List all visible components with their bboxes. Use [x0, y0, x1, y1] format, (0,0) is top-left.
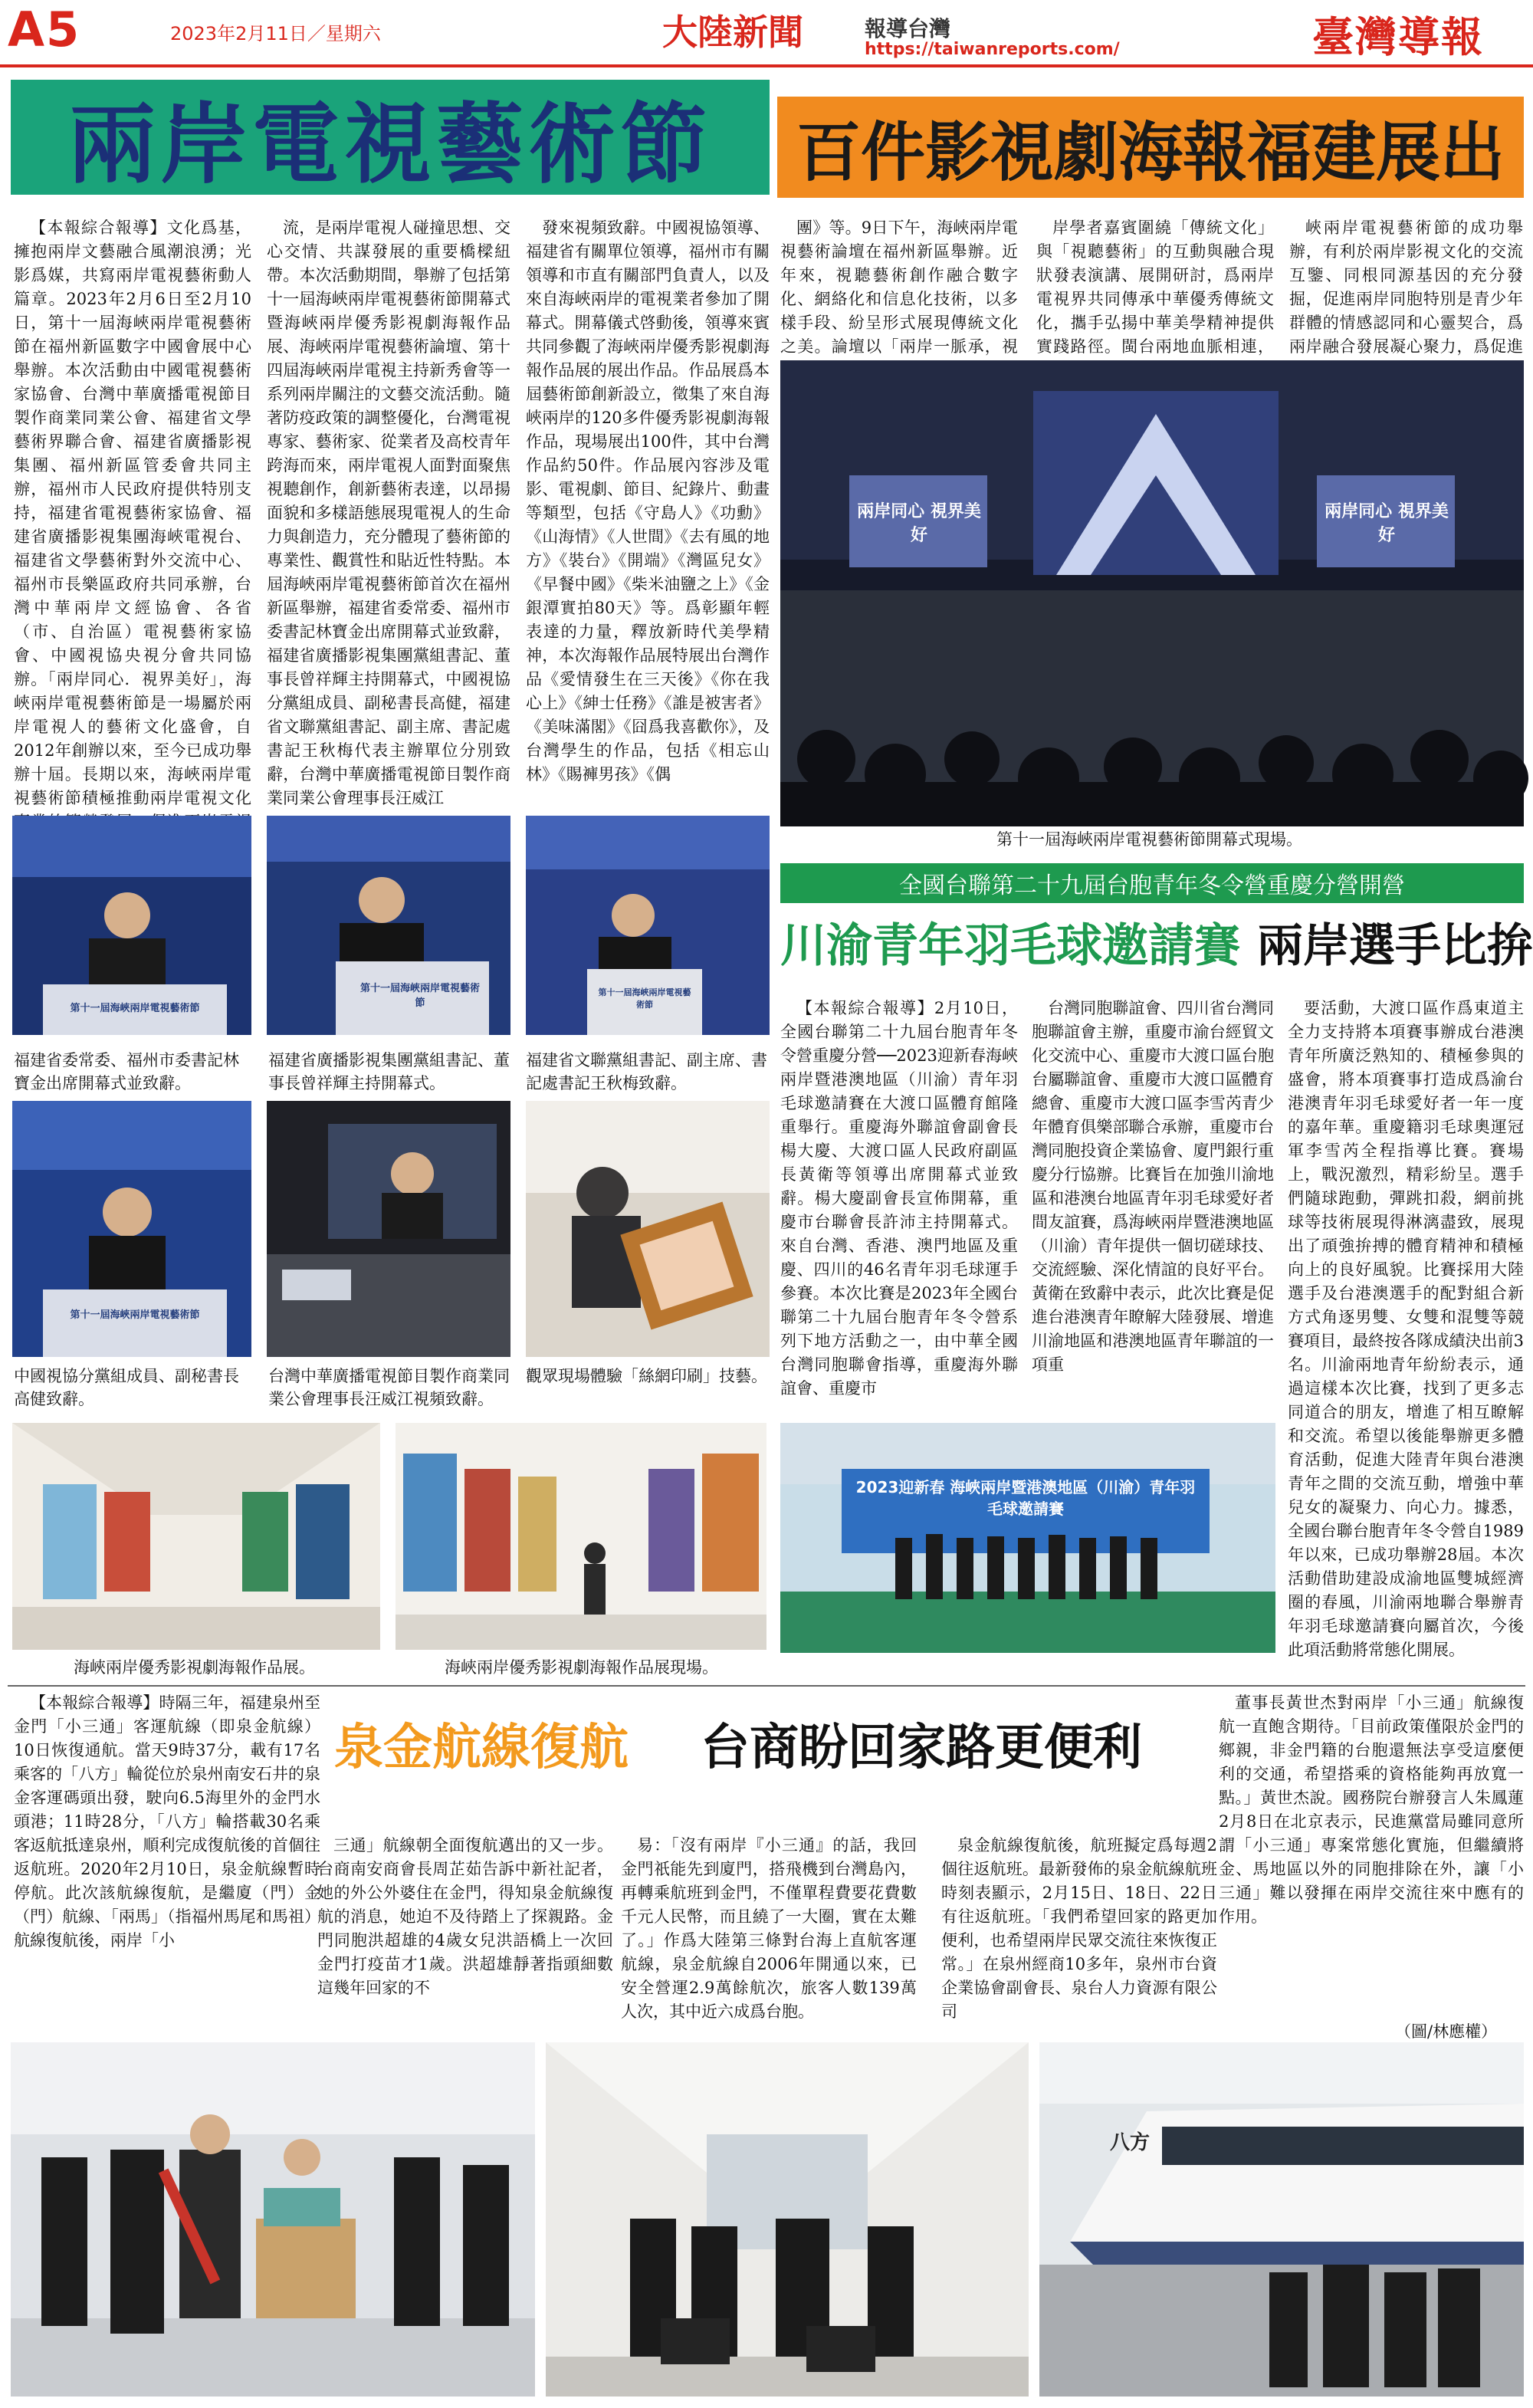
article-text: 台灣同胞聯誼會、四川省台灣同胞聯誼會主辦，重慶市渝台經貿文化交流中心、重慶市大渡口區台胞台屬聯誼會、重慶市大渡口區體育總會、重慶市大渡口區李雪芮青少年體育俱樂部聯合承辦，重慶市台灣同胞投資企業協會、廈門銀行重慶分行協辦。比賽旨在加強川渝地區和港澳台地區青年羽毛球愛好者間友誼賽，爲海峽兩岸暨港澳地區（川渝）青年提供一個切磋球技、交流經驗、深化情誼的良好平台。黃衛在致辭中表示，此次比賽是促進台港澳青年瞭解大陸發展、增進川渝地區和港澳地區青年聯誼的一項重	[1032, 999, 1274, 1374]
headline-poster-exhibition: 百件影視劇海報福建展出	[777, 97, 1524, 198]
ferry-col5	[1219, 1691, 1524, 2013]
section-title: 大陸新聞	[662, 11, 803, 53]
photo-exhibition-2	[396, 1423, 766, 1650]
caption-speaker-1: 福建省委常委、福州市委書記林寶金出席開幕式並致辭。	[14, 1051, 239, 1092]
section-divider	[8, 1685, 1525, 1687]
photo-ferry-boat	[1039, 2042, 1524, 2397]
photo-silk-screen	[526, 1101, 770, 1357]
badminton-headline-b: 兩岸選手比拚	[1257, 919, 1533, 973]
photo-speaker-1	[12, 816, 251, 1035]
caption-video-speech: 台灣中華廣播電視節目製作商業同業公會理事長汪威江視頻致辭。	[268, 1367, 510, 1408]
article-text: 三通」航線朝全面復航邁出的又一步。台商南安商會長周芷茹告訴中新社記者，她的外公外婆住在金門，得知泉金航線復航的消息，她迫不及待踏上了探親路。金門同胞洪超雄的4歲女兒洪語橋上一次回金門打疫苗才1歲。洪超雄靜著指頭細數這幾年回家的不	[317, 1836, 613, 1997]
photo-exhibition-1	[12, 1423, 380, 1650]
paper-logo: 臺灣導報	[1312, 12, 1484, 61]
paper-url[interactable]: https://taiwanreports.com/	[865, 40, 1120, 59]
badminton-col1	[780, 997, 1018, 1411]
badminton-headline-a: 川渝青年羽毛球邀請賽	[780, 919, 1240, 973]
tv-article-col1	[14, 216, 251, 814]
article-text: 岸學者嘉賓圍繞「傳統文化」與「視聽藝術」的互動與融合現狀發表演講、展開研討，爲兩岸電視界共同傳承中華優秀傳統文化，攜手弘揚中華美學精神提供實踐路徑。閩台兩地血脈相連，	[1036, 218, 1274, 356]
masthead	[0, 0, 1533, 71]
issue-date: 2023年2月11日／星期六	[170, 23, 381, 44]
badminton-banner-text: 2023迎新春 海峽兩岸暨港澳地區（川渝）青年羽毛球邀請賽	[855, 1478, 1196, 1518]
badminton-subhead: 全國台聯第二十九屆台胞青年冬令營重慶分營開營	[780, 863, 1524, 903]
ferry-headline-a: 泉金航線復航	[334, 1720, 629, 1776]
article-text: 【本報綜合報導】時隔三年，福建泉州至金門「小三通」客運航線（即泉金航線）10日恢復通航。當天9時37分，載有17名乘客的「八方」輪從位於泉州南安石井的泉金客運碼頭出發，駛向6.5海里外的金門水頭港；11時28分，「八方」輪搭載30名乘客返航抵達泉州，順利完成復航後的首個往返航班。2020年2月10日，泉金航線暫時停航。此次該航線復航，是繼廈（門）金（門）航線、「兩馬」（指福州馬尾和馬祖）航線復航後，兩岸「小	[14, 1693, 320, 1950]
photo-video-speech	[267, 1101, 510, 1357]
ferry-col1	[14, 1691, 320, 2090]
badminton-col3	[1288, 997, 1524, 1679]
badminton-col2	[1032, 997, 1274, 1411]
article-text: 團》等。9日下午，海峽兩岸電視藝術論壇在福州新區舉辦。近年來，視聽藝術創作融合數字化、網絡化和信息化技術，以多樣手段、紛呈形式展現傳統文化之美。論壇以「兩岸一脈承，視	[780, 218, 1018, 356]
article-text: 要活動，大渡口區作爲東道主全力支持將本項賽事辦成台港澳青年所廣泛熟知的、積極參與的盛會，將本項賽事打造成爲渝台港澳青年羽毛球愛好者一年一度的嘉年華。重慶籍羽毛球奧運冠軍李雪芮全程指導比賽。賽場上，戰況激烈，精彩紛呈。選手們隨球跑動，彈跳扣殺，網前挑球等技術展現得淋漓盡致，展現出了頑強拚搏的體育精神和積極向上的良好風貌。比賽採用大陸選手及台港澳選手的配對組合新方式角逐男雙、女雙和混雙等競賽項目，最終按各隊成績決出前3名。川渝兩地青年紛紛表示，通過這樣本次比賽，找到了更多志同道合的朋友，增進了相互瞭解和交流。希望以後能舉辦更多體育活動，促進大陸青年與台港澳青年之間的交流互動，增強中華兒女的凝聚力、向心力。據悉，全國台聯台胞青年冬令營自1989年以來，已成功舉辦28屆。本次活動借助建設成渝地區雙城經濟圈的春風，川渝兩地聯合舉辦青年羽毛球邀請賽向屬首次，今後此項活動將常態化開展。	[1288, 999, 1524, 1659]
podium-label: 第十一屆海峽兩岸電視藝術節	[359, 983, 480, 1009]
caption-exhibition-1: 海峽兩岸優秀影視劇海報作品展。	[74, 1658, 315, 1677]
photo-speaker-3	[526, 816, 770, 1035]
article-text: 峽兩岸電視藝術節的成功舉辦，有利於兩岸影視文化的交流互鑒、同根同源基因的充分發掘，促進兩岸同胞特別是青少年群體的情感認同和心靈契合，爲兩岸融合發展凝心聚力，爲促進	[1289, 218, 1523, 356]
photo-speaker-4	[12, 1101, 251, 1357]
caption-speaker-3: 福建省文聯黨組書記、副主席、書記處書記王秋梅致辭。	[526, 1051, 767, 1092]
boat-name: 八方	[1110, 2131, 1151, 2154]
article-text: 發來視頻致辭。中國視協領導、福建省有關單位領導，福州市有關領導和市直有關部門負責人，以及來自海峽兩岸的電視業者參加了開幕式。開幕儀式啓動後，領導來賓共同參觀了海峽兩岸優秀影視劇海報作品展的展出作品。作品展爲本屆藝術節創新設立，徵集了來自海峽兩岸的120多件優秀影視劇海報作品，現場展出100件，其中台灣作品約50件。作品展內容涉及電影、電視劇、節目、紀錄片、動畫等類型，包括《守島人》《功勳》《山海情》《人世間》《去有風的地方》《裝台》《開端》《灣區兒女》《早餐中國》《柴米油鹽之上》《金銀潭實拍80天》等。爲彰顯年輕表達的力量，釋放新時代美學精神，本次海報作品展特展出台灣作品《愛情發生在三天後》《你在我心上》《紳士任務》《誰是被害者》《美味滿閣》《囧爲我喜歡你》，及台灣學生的作品，包括《相忘山林》《賜褲男孩》《偶	[526, 218, 770, 784]
stage-photo	[780, 360, 1524, 826]
tv-article-col2	[267, 216, 510, 814]
article-text: 泉金航線復航後，航班擬定爲每週2個往返航班。最新發佈的泉金航線航班時刻表顯示，2月15日、18日、22日有往返航班。「我們希望回家的路更加便利，也希望兩岸民眾交流往來恢復正常。」在泉州經商10多年，泉州市台資企業協會副會長、泉台人力資源有限公司	[941, 1836, 1217, 2021]
article-text: 董事長黃世杰對兩岸「小三通」航線復航一直飽含期待。「目前政策僅限於金門的鄉親，非金門籍的台胞還無法享受這麼便利的交通，希望搭乘的資格能夠再放寬一點。」黃世杰說。國務院台辦發言人朱鳳蓮2月8日在北京表示，民進黨當局雖同意所謂「小三通」專案常態化實施，但繼續將金、馬地區以外的同胞排除在外，讓「小三通」難以發揮在兩岸交流往來中應有的作用。	[1219, 1693, 1524, 1926]
caption-stage: 第十一屆海峽兩岸電視藝術節開幕式現場。	[996, 830, 1302, 849]
stage-banner-text-right: 兩岸同心 視界美好	[1325, 502, 1449, 545]
article-text: 易：「沒有兩岸『小三通』的話，我回金門祇能先到廈門，搭飛機到台灣島內，再轉乘航班到金門，不僅單程費要花費數千元人民幣，而且繞了一大圈，實在太難了。」作爲大陸第三條對台海上直航客運航線，泉金航線自2006年開通以來，已安全營運2.9萬餘航次，旅客人數139萬人次，其中近六成爲台胞。	[621, 1836, 917, 2021]
caption-speaker-4: 中國視協分黨組成員、副秘書長高健致辭。	[14, 1367, 239, 1408]
stage-banner-text: 兩岸同心 視界美好	[857, 502, 981, 545]
photo-speaker-2	[267, 816, 510, 1035]
photo-badminton	[780, 1423, 1275, 1653]
article-text: 流，是兩岸電視人碰撞思想、交心交情、共謀發展的重要橋樑紐帶。本次活動期間，舉辦了包括第十一屆海峽兩岸電視藝術節開幕式暨海峽兩岸優秀影視劇海報作品展、海峽兩岸電視藝術論壇、第十四屆海峽兩岸電視主持新秀會等一系列兩岸關注的文藝交流活動。隨著防疫政策的調整優化，台灣電視專家、藝術家、從業者及高校青年跨海而來，兩岸電視人面對面聚焦視聽創作，創新藝術表達，以昂揚面貌和多樣語態展現電視人的生命力與創造力，充分體現了藝術節的專業性、觀賞性和貼近性特點。本屆海峽兩岸電視藝術節首次在福州新區舉辦，福建省委常委、福州市委書記林寶金出席開幕式並致辭，福建省廣播影視集團黨組書記、董事長曾祥輝主持開幕式，中國視協分黨組成員、副秘書長高健，福建省文聯黨組書記、副主席、書記處書記王秋梅代表主辦單位分別致辭，台灣中華廣播電視節目製作商業同業公會理事長汪威江	[267, 218, 510, 807]
podium-label: 第十一屆海峽兩岸電視藝術節	[598, 987, 691, 1010]
photo-credit: （圖/林應權）	[1395, 2022, 1498, 2041]
tv-article-col3	[526, 216, 770, 814]
article-text: 【本報綜合報導】文化爲基，擁抱兩岸文藝融合風潮浪湧；光影爲媒，共寫兩岸電視藝術動人篇章。2023年2月6日至2月10日，第十一屆海峽兩岸電視藝術節在福州新區數字中國會展中心舉辦。本次活動由中國電視藝術家協會、台灣中華廣播電視節目製作商業同業公會、福建省文學藝術界聯合會、福建省廣播影視集團、福州新區管委會共同主辦，福州市人民政府提供特別支持，福建省電視藝術家協會、福建省廣播影視集團海峽電視台、福建省文學藝術對外交流中心、福州市長樂區政府共同承辦，台灣中華兩岸文經協會、各省（市、自治區）電視藝術家協會、中國視協央視分會共同協辦。「兩岸同心．視界美好」，海峽兩岸電視藝術節是一場屬於兩岸電視人的藝術文化盛會，自2012年創辦以來，至今已成功舉辦十屆。長期以來，海峽兩岸電視藝術節積極推動兩岸電視文化	[14, 218, 251, 807]
paper-name: 報導台灣	[865, 16, 951, 41]
ferry-headline-b: 台商盼回家路更便利	[701, 1720, 1142, 1776]
headline-tv-festival: 兩岸電視藝術節	[11, 80, 770, 195]
photo-ferry-terminal	[546, 2042, 1029, 2397]
photo-ferry-passengers	[11, 2042, 535, 2397]
header-rule	[0, 64, 1533, 67]
caption-exhibition-2: 海峽兩岸優秀影視劇海報作品展現場。	[445, 1658, 718, 1677]
ferry-col2	[317, 1834, 613, 2041]
podium-label: 第十一屆海峽兩岸電視藝術節	[70, 1003, 200, 1014]
ferry-col4	[941, 1834, 1217, 2041]
caption-silk-screen: 觀眾現場體驗「絲網印刷」技藝。	[526, 1367, 767, 1385]
page-code: A5	[8, 2, 81, 57]
caption-speaker-2: 福建省廣播影視集團黨組書記、董事長曾祥輝主持開幕式。	[268, 1051, 510, 1092]
article-text: 【本報綜合報導】2月10日，全國台聯第二十九屆台胞青年冬令營重慶分營──2023迎新春海峽兩岸暨港澳地區（川渝）青年羽毛球邀請賽在大渡口區體育館隆重舉行。重慶海外聯誼會副會長楊大慶、大渡口區人民政府副區長黃衛等領導出席開幕式並致辭。楊大慶副會長宣佈開幕，重慶市台聯會長許沛主持開幕式。來自台灣、香港、澳門地區及重慶、四川的46名青年羽毛球運手參賽。本次比賽是2023年全國台聯第二十九屆台胞青年冬令營系列下地方活動之一，由中華全國台灣同胞聯會指導，重慶海外聯誼會、重慶市	[780, 999, 1018, 1398]
podium-label: 第十一屆海峽兩岸電視藝術節	[70, 1309, 200, 1321]
ferry-col3	[621, 1834, 917, 2041]
